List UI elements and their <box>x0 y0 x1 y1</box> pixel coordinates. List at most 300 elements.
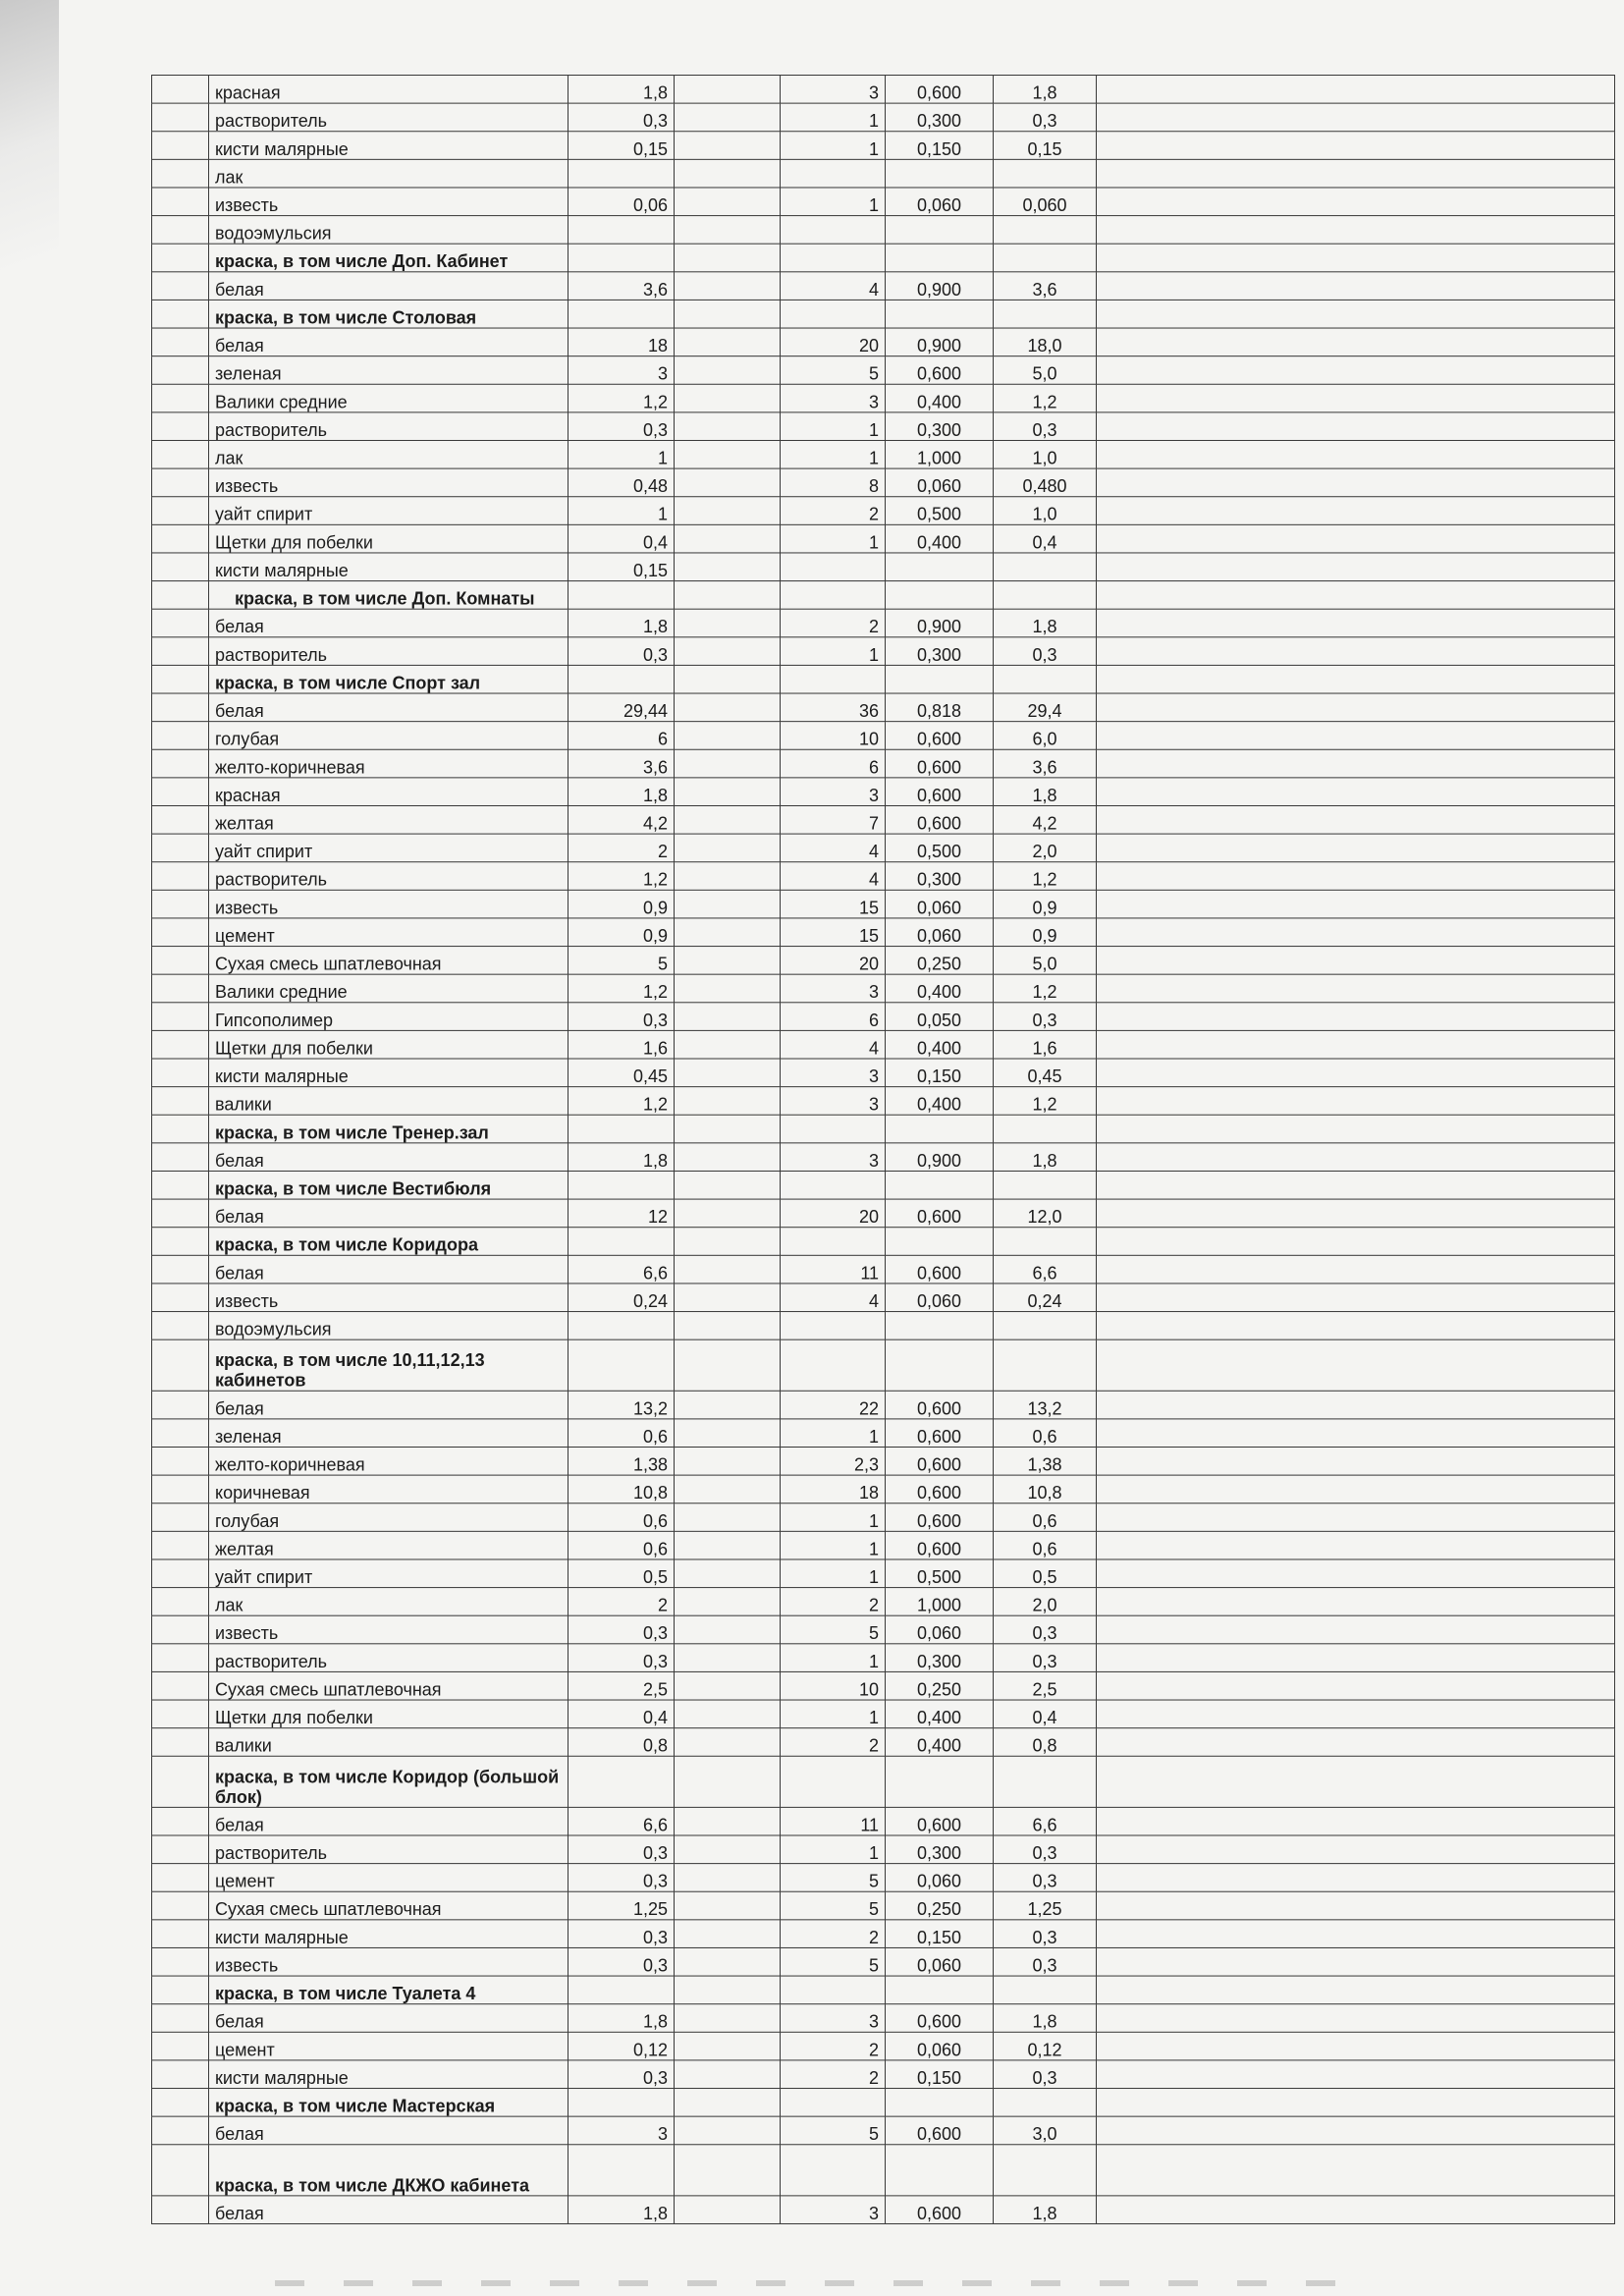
total-cell: 0,3 <box>994 1615 1097 1644</box>
name-cell: растворитель <box>209 103 568 132</box>
name-cell: желтая <box>209 805 568 834</box>
empty-cell <box>675 1864 781 1892</box>
count-cell: 11 <box>781 1255 886 1284</box>
table-row <box>152 76 1615 104</box>
name-cell: белая <box>209 693 568 722</box>
table-row <box>152 356 1615 385</box>
total-cell <box>994 553 1097 581</box>
quantity-cell: 0,4 <box>568 1700 675 1728</box>
total-cell: 0,6 <box>994 1503 1097 1532</box>
notes-cell <box>1097 1448 1615 1476</box>
index-cell <box>152 1807 209 1835</box>
empty-cell <box>675 1419 781 1448</box>
empty-cell <box>675 1475 781 1503</box>
total-cell: 12,0 <box>994 1199 1097 1228</box>
count-cell: 4 <box>781 1284 886 1312</box>
total-cell: 0,12 <box>994 2032 1097 2060</box>
index-cell <box>152 159 209 188</box>
count-cell: 1 <box>781 188 886 216</box>
unit-price-cell <box>886 665 994 693</box>
unit-price-cell: 0,600 <box>886 1391 994 1419</box>
total-cell: 0,3 <box>994 2060 1097 2089</box>
unit-price-cell: 0,900 <box>886 1143 994 1172</box>
name-cell: кисти малярные <box>209 1920 568 1948</box>
index-cell <box>152 1644 209 1672</box>
total-cell: 0,8 <box>994 1728 1097 1757</box>
notes-cell <box>1097 581 1615 610</box>
unit-price-cell <box>886 216 994 245</box>
empty-cell <box>675 1199 781 1228</box>
name-cell: цемент <box>209 1864 568 1892</box>
name-cell: известь <box>209 188 568 216</box>
total-cell: 0,3 <box>994 103 1097 132</box>
name-cell: известь <box>209 1615 568 1644</box>
count-cell: 1 <box>781 412 886 441</box>
quantity-cell: 3,6 <box>568 272 675 301</box>
quantity-cell: 1,6 <box>568 1030 675 1059</box>
name-cell: Валики средние <box>209 384 568 412</box>
name-cell: Сухая смесь шпатлевочная <box>209 1891 568 1920</box>
table-row <box>152 749 1615 778</box>
quantity-cell: 0,6 <box>568 1531 675 1559</box>
quantity-cell <box>568 1339 675 1391</box>
notes-cell <box>1097 272 1615 301</box>
name-cell: водоэмульсия <box>209 216 568 245</box>
notes-cell <box>1097 1312 1615 1340</box>
unit-price-cell: 0,500 <box>886 497 994 525</box>
notes-cell <box>1097 2004 1615 2033</box>
name-cell: белая <box>209 2116 568 2145</box>
section-row <box>152 1339 1615 1391</box>
unit-price-cell: 0,600 <box>886 1807 994 1835</box>
empty-cell <box>675 1835 781 1864</box>
name-cell: растворитель <box>209 637 568 666</box>
total-cell <box>994 244 1097 272</box>
quantity-cell: 0,5 <box>568 1559 675 1588</box>
empty-cell <box>675 356 781 385</box>
table-row <box>152 1700 1615 1728</box>
index-cell <box>152 1891 209 1920</box>
name-cell: белая <box>209 609 568 637</box>
table-row <box>152 272 1615 301</box>
unit-price-cell: 0,400 <box>886 974 994 1003</box>
name-cell: белая <box>209 328 568 356</box>
total-cell: 6,6 <box>994 1255 1097 1284</box>
quantity-cell <box>568 300 675 328</box>
name-cell: кисти малярные <box>209 132 568 160</box>
count-cell: 4 <box>781 272 886 301</box>
total-cell <box>994 1312 1097 1340</box>
name-cell: Сухая смесь шпатлевочная <box>209 947 568 975</box>
index-cell <box>152 609 209 637</box>
section-row <box>152 665 1615 693</box>
index-cell <box>152 918 209 947</box>
index-cell <box>152 412 209 441</box>
quantity-cell: 0,3 <box>568 412 675 441</box>
index-cell <box>152 1115 209 1143</box>
table-row <box>152 1003 1615 1031</box>
index-cell <box>152 637 209 666</box>
quantity-cell: 1,8 <box>568 778 675 806</box>
notes-cell <box>1097 356 1615 385</box>
notes-cell <box>1097 1891 1615 1920</box>
name-cell: уайт спирит <box>209 1559 568 1588</box>
quantity-cell: 2,5 <box>568 1671 675 1700</box>
empty-cell <box>675 497 781 525</box>
index-cell <box>152 1199 209 1228</box>
total-cell: 0,3 <box>994 637 1097 666</box>
name-cell: желто-коричневая <box>209 749 568 778</box>
count-cell: 4 <box>781 862 886 891</box>
notes-cell <box>1097 890 1615 918</box>
count-cell: 2 <box>781 497 886 525</box>
quantity-cell: 1,8 <box>568 76 675 104</box>
count-cell: 2 <box>781 2060 886 2089</box>
index-cell <box>152 1503 209 1532</box>
section-row <box>152 2089 1615 2117</box>
name-cell: растворитель <box>209 1644 568 1672</box>
table-row <box>152 188 1615 216</box>
table-row <box>152 1947 1615 1976</box>
unit-price-cell <box>886 244 994 272</box>
unit-price-cell <box>886 2089 994 2117</box>
name-cell: Гипсополимер <box>209 1003 568 1031</box>
empty-cell <box>675 2196 781 2224</box>
empty-cell <box>675 384 781 412</box>
total-cell <box>994 665 1097 693</box>
count-cell: 4 <box>781 834 886 862</box>
quantity-cell <box>568 1312 675 1340</box>
index-cell <box>152 132 209 160</box>
total-cell: 1,0 <box>994 497 1097 525</box>
name-cell: растворитель <box>209 862 568 891</box>
total-cell <box>994 1171 1097 1199</box>
count-cell <box>781 2145 886 2196</box>
quantity-cell: 0,3 <box>568 1920 675 1948</box>
quantity-cell: 1,2 <box>568 974 675 1003</box>
total-cell: 0,5 <box>994 1559 1097 1588</box>
index-cell <box>152 1864 209 1892</box>
total-cell: 1,8 <box>994 2004 1097 2033</box>
index-cell <box>152 805 209 834</box>
table-row <box>152 722 1615 750</box>
table-row <box>152 2116 1615 2145</box>
unit-price-cell: 0,060 <box>886 2032 994 2060</box>
table-row <box>152 1891 1615 1920</box>
index-cell <box>152 581 209 610</box>
notes-cell <box>1097 384 1615 412</box>
unit-price-cell: 0,300 <box>886 412 994 441</box>
count-cell: 1 <box>781 1531 886 1559</box>
quantity-cell: 0,15 <box>568 132 675 160</box>
table-row <box>152 159 1615 188</box>
quantity-cell: 6,6 <box>568 1807 675 1835</box>
name-cell: краска, в том числе 10,11,12,13 кабинетов <box>209 1339 568 1391</box>
name-cell: желто-коричневая <box>209 1448 568 1476</box>
name-cell: известь <box>209 890 568 918</box>
empty-cell <box>675 468 781 497</box>
quantity-cell: 0,48 <box>568 468 675 497</box>
empty-cell <box>675 188 781 216</box>
empty-cell <box>675 216 781 245</box>
empty-cell <box>675 637 781 666</box>
count-cell: 2 <box>781 609 886 637</box>
quantity-cell: 0,3 <box>568 637 675 666</box>
notes-cell <box>1097 188 1615 216</box>
unit-price-cell: 0,300 <box>886 103 994 132</box>
index-cell <box>152 468 209 497</box>
unit-price-cell: 0,250 <box>886 947 994 975</box>
count-cell: 3 <box>781 1087 886 1116</box>
quantity-cell: 10,8 <box>568 1475 675 1503</box>
table-row <box>152 1531 1615 1559</box>
empty-cell <box>675 2060 781 2089</box>
table-row <box>152 1644 1615 1672</box>
name-cell: краска, в том числе Доп. Кабинет <box>209 244 568 272</box>
total-cell: 1,2 <box>994 974 1097 1003</box>
index-cell <box>152 693 209 722</box>
unit-price-cell: 0,150 <box>886 1920 994 1948</box>
table-row <box>152 553 1615 581</box>
notes-cell <box>1097 1255 1615 1284</box>
quantity-cell: 18 <box>568 328 675 356</box>
count-cell <box>781 581 886 610</box>
total-cell <box>994 581 1097 610</box>
name-cell: краска, в том числе Вестибюля <box>209 1171 568 1199</box>
count-cell <box>781 2089 886 2117</box>
index-cell <box>152 524 209 553</box>
count-cell: 1 <box>781 1559 886 1588</box>
notes-cell <box>1097 159 1615 188</box>
count-cell: 1 <box>781 1503 886 1532</box>
notes-cell <box>1097 974 1615 1003</box>
unit-price-cell: 0,600 <box>886 805 994 834</box>
total-cell: 5,0 <box>994 356 1097 385</box>
unit-price-cell <box>886 1339 994 1391</box>
unit-price-cell: 0,060 <box>886 1615 994 1644</box>
table-row <box>152 890 1615 918</box>
table-row <box>152 1588 1615 1616</box>
total-cell: 1,6 <box>994 1030 1097 1059</box>
total-cell: 18,0 <box>994 328 1097 356</box>
empty-cell <box>675 1143 781 1172</box>
empty-cell <box>675 2116 781 2145</box>
section-row <box>152 300 1615 328</box>
quantity-cell <box>568 2145 675 2196</box>
table-row <box>152 947 1615 975</box>
table-row <box>152 637 1615 666</box>
total-cell: 1,8 <box>994 1143 1097 1172</box>
index-cell <box>152 2196 209 2224</box>
count-cell: 3 <box>781 1143 886 1172</box>
empty-cell <box>675 581 781 610</box>
notes-cell <box>1097 1588 1615 1616</box>
index-cell <box>152 103 209 132</box>
index-cell <box>152 300 209 328</box>
index-cell <box>152 1087 209 1116</box>
empty-cell <box>675 778 781 806</box>
table-row <box>152 132 1615 160</box>
name-cell: известь <box>209 1284 568 1312</box>
count-cell <box>781 216 886 245</box>
total-cell: 4,2 <box>994 805 1097 834</box>
quantity-cell: 12 <box>568 1199 675 1228</box>
total-cell: 1,2 <box>994 1087 1097 1116</box>
quantity-cell: 0,3 <box>568 1864 675 1892</box>
notes-cell <box>1097 1199 1615 1228</box>
table-row <box>152 524 1615 553</box>
empty-cell <box>675 76 781 104</box>
count-cell: 10 <box>781 1671 886 1700</box>
table-row <box>152 1671 1615 1700</box>
count-cell: 3 <box>781 974 886 1003</box>
quantity-cell: 0,9 <box>568 918 675 947</box>
notes-cell <box>1097 2196 1615 2224</box>
count-cell: 1 <box>781 637 886 666</box>
index-cell <box>152 1255 209 1284</box>
index-cell <box>152 1143 209 1172</box>
count-cell <box>781 1339 886 1391</box>
unit-price-cell: 0,600 <box>886 2116 994 2145</box>
empty-cell <box>675 244 781 272</box>
section-row <box>152 1171 1615 1199</box>
total-cell: 1,8 <box>994 609 1097 637</box>
empty-cell <box>675 103 781 132</box>
total-cell: 0,3 <box>994 1003 1097 1031</box>
empty-cell <box>675 132 781 160</box>
notes-cell <box>1097 1531 1615 1559</box>
total-cell: 0,45 <box>994 1059 1097 1087</box>
empty-cell <box>675 1807 781 1835</box>
notes-cell <box>1097 805 1615 834</box>
count-cell: 10 <box>781 722 886 750</box>
index-cell <box>152 188 209 216</box>
table-row <box>152 1807 1615 1835</box>
unit-price-cell: 0,600 <box>886 76 994 104</box>
index-cell <box>152 1003 209 1031</box>
unit-price-cell <box>886 581 994 610</box>
empty-cell <box>675 665 781 693</box>
notes-cell <box>1097 1143 1615 1172</box>
count-cell: 20 <box>781 947 886 975</box>
count-cell: 1 <box>781 132 886 160</box>
section-row <box>152 244 1615 272</box>
notes-cell <box>1097 2145 1615 2196</box>
notes-cell <box>1097 328 1615 356</box>
index-cell <box>152 1059 209 1087</box>
empty-cell <box>675 440 781 468</box>
table-row <box>152 384 1615 412</box>
count-cell <box>781 244 886 272</box>
name-cell: кисти малярные <box>209 2060 568 2089</box>
total-cell <box>994 300 1097 328</box>
index-cell <box>152 862 209 891</box>
quantity-cell: 0,3 <box>568 2060 675 2089</box>
name-cell: белая <box>209 1255 568 1284</box>
index-cell <box>152 2145 209 2196</box>
unit-price-cell <box>886 159 994 188</box>
count-cell <box>781 1976 886 2004</box>
count-cell: 1 <box>781 1644 886 1672</box>
table-row <box>152 862 1615 891</box>
empty-cell <box>675 862 781 891</box>
total-cell <box>994 1756 1097 1807</box>
unit-price-cell <box>886 1228 994 1256</box>
notes-cell <box>1097 637 1615 666</box>
quantity-cell: 0,6 <box>568 1419 675 1448</box>
index-cell <box>152 2116 209 2145</box>
table-row <box>152 1087 1615 1116</box>
unit-price-cell: 0,818 <box>886 693 994 722</box>
empty-cell <box>675 300 781 328</box>
unit-price-cell: 1,000 <box>886 440 994 468</box>
count-cell: 1 <box>781 440 886 468</box>
index-cell <box>152 1947 209 1976</box>
name-cell: водоэмульсия <box>209 1312 568 1340</box>
total-cell: 1,38 <box>994 1448 1097 1476</box>
unit-price-cell: 0,600 <box>886 2196 994 2224</box>
quantity-cell: 13,2 <box>568 1391 675 1419</box>
table-row <box>152 1920 1615 1948</box>
total-cell: 0,3 <box>994 1920 1097 1948</box>
quantity-cell: 1,8 <box>568 2004 675 2033</box>
count-cell: 5 <box>781 1615 886 1644</box>
count-cell: 2 <box>781 1588 886 1616</box>
table-row <box>152 497 1615 525</box>
count-cell <box>781 1228 886 1256</box>
unit-price-cell <box>886 553 994 581</box>
unit-price-cell: 0,600 <box>886 1448 994 1476</box>
notes-cell <box>1097 862 1615 891</box>
name-cell: краска, в том числе ДКЖО кабинета <box>209 2145 568 2196</box>
unit-price-cell: 0,600 <box>886 1531 994 1559</box>
table-row <box>152 328 1615 356</box>
notes-cell <box>1097 244 1615 272</box>
name-cell: Щетки для побелки <box>209 1030 568 1059</box>
notes-cell <box>1097 553 1615 581</box>
unit-price-cell <box>886 1312 994 1340</box>
total-cell: 0,4 <box>994 1700 1097 1728</box>
total-cell: 1,8 <box>994 76 1097 104</box>
notes-cell <box>1097 1339 1615 1391</box>
quantity-cell: 0,3 <box>568 1615 675 1644</box>
name-cell: валики <box>209 1087 568 1116</box>
count-cell: 36 <box>781 693 886 722</box>
quantity-cell: 1,38 <box>568 1448 675 1476</box>
empty-cell <box>675 1087 781 1116</box>
name-cell: уайт спирит <box>209 834 568 862</box>
index-cell <box>152 665 209 693</box>
empty-cell <box>675 1531 781 1559</box>
section-row <box>152 2145 1615 2196</box>
name-cell: растворитель <box>209 1835 568 1864</box>
notes-cell <box>1097 1756 1615 1807</box>
index-cell <box>152 272 209 301</box>
count-cell: 3 <box>781 1059 886 1087</box>
count-cell <box>781 1756 886 1807</box>
empty-cell <box>675 974 781 1003</box>
table-row <box>152 1448 1615 1476</box>
notes-cell <box>1097 468 1615 497</box>
unit-price-cell <box>886 1171 994 1199</box>
total-cell: 1,8 <box>994 778 1097 806</box>
count-cell: 6 <box>781 1003 886 1031</box>
index-cell <box>152 2060 209 2089</box>
total-cell <box>994 1228 1097 1256</box>
total-cell: 0,3 <box>994 1644 1097 1672</box>
index-cell <box>152 1391 209 1419</box>
empty-cell <box>675 1644 781 1672</box>
